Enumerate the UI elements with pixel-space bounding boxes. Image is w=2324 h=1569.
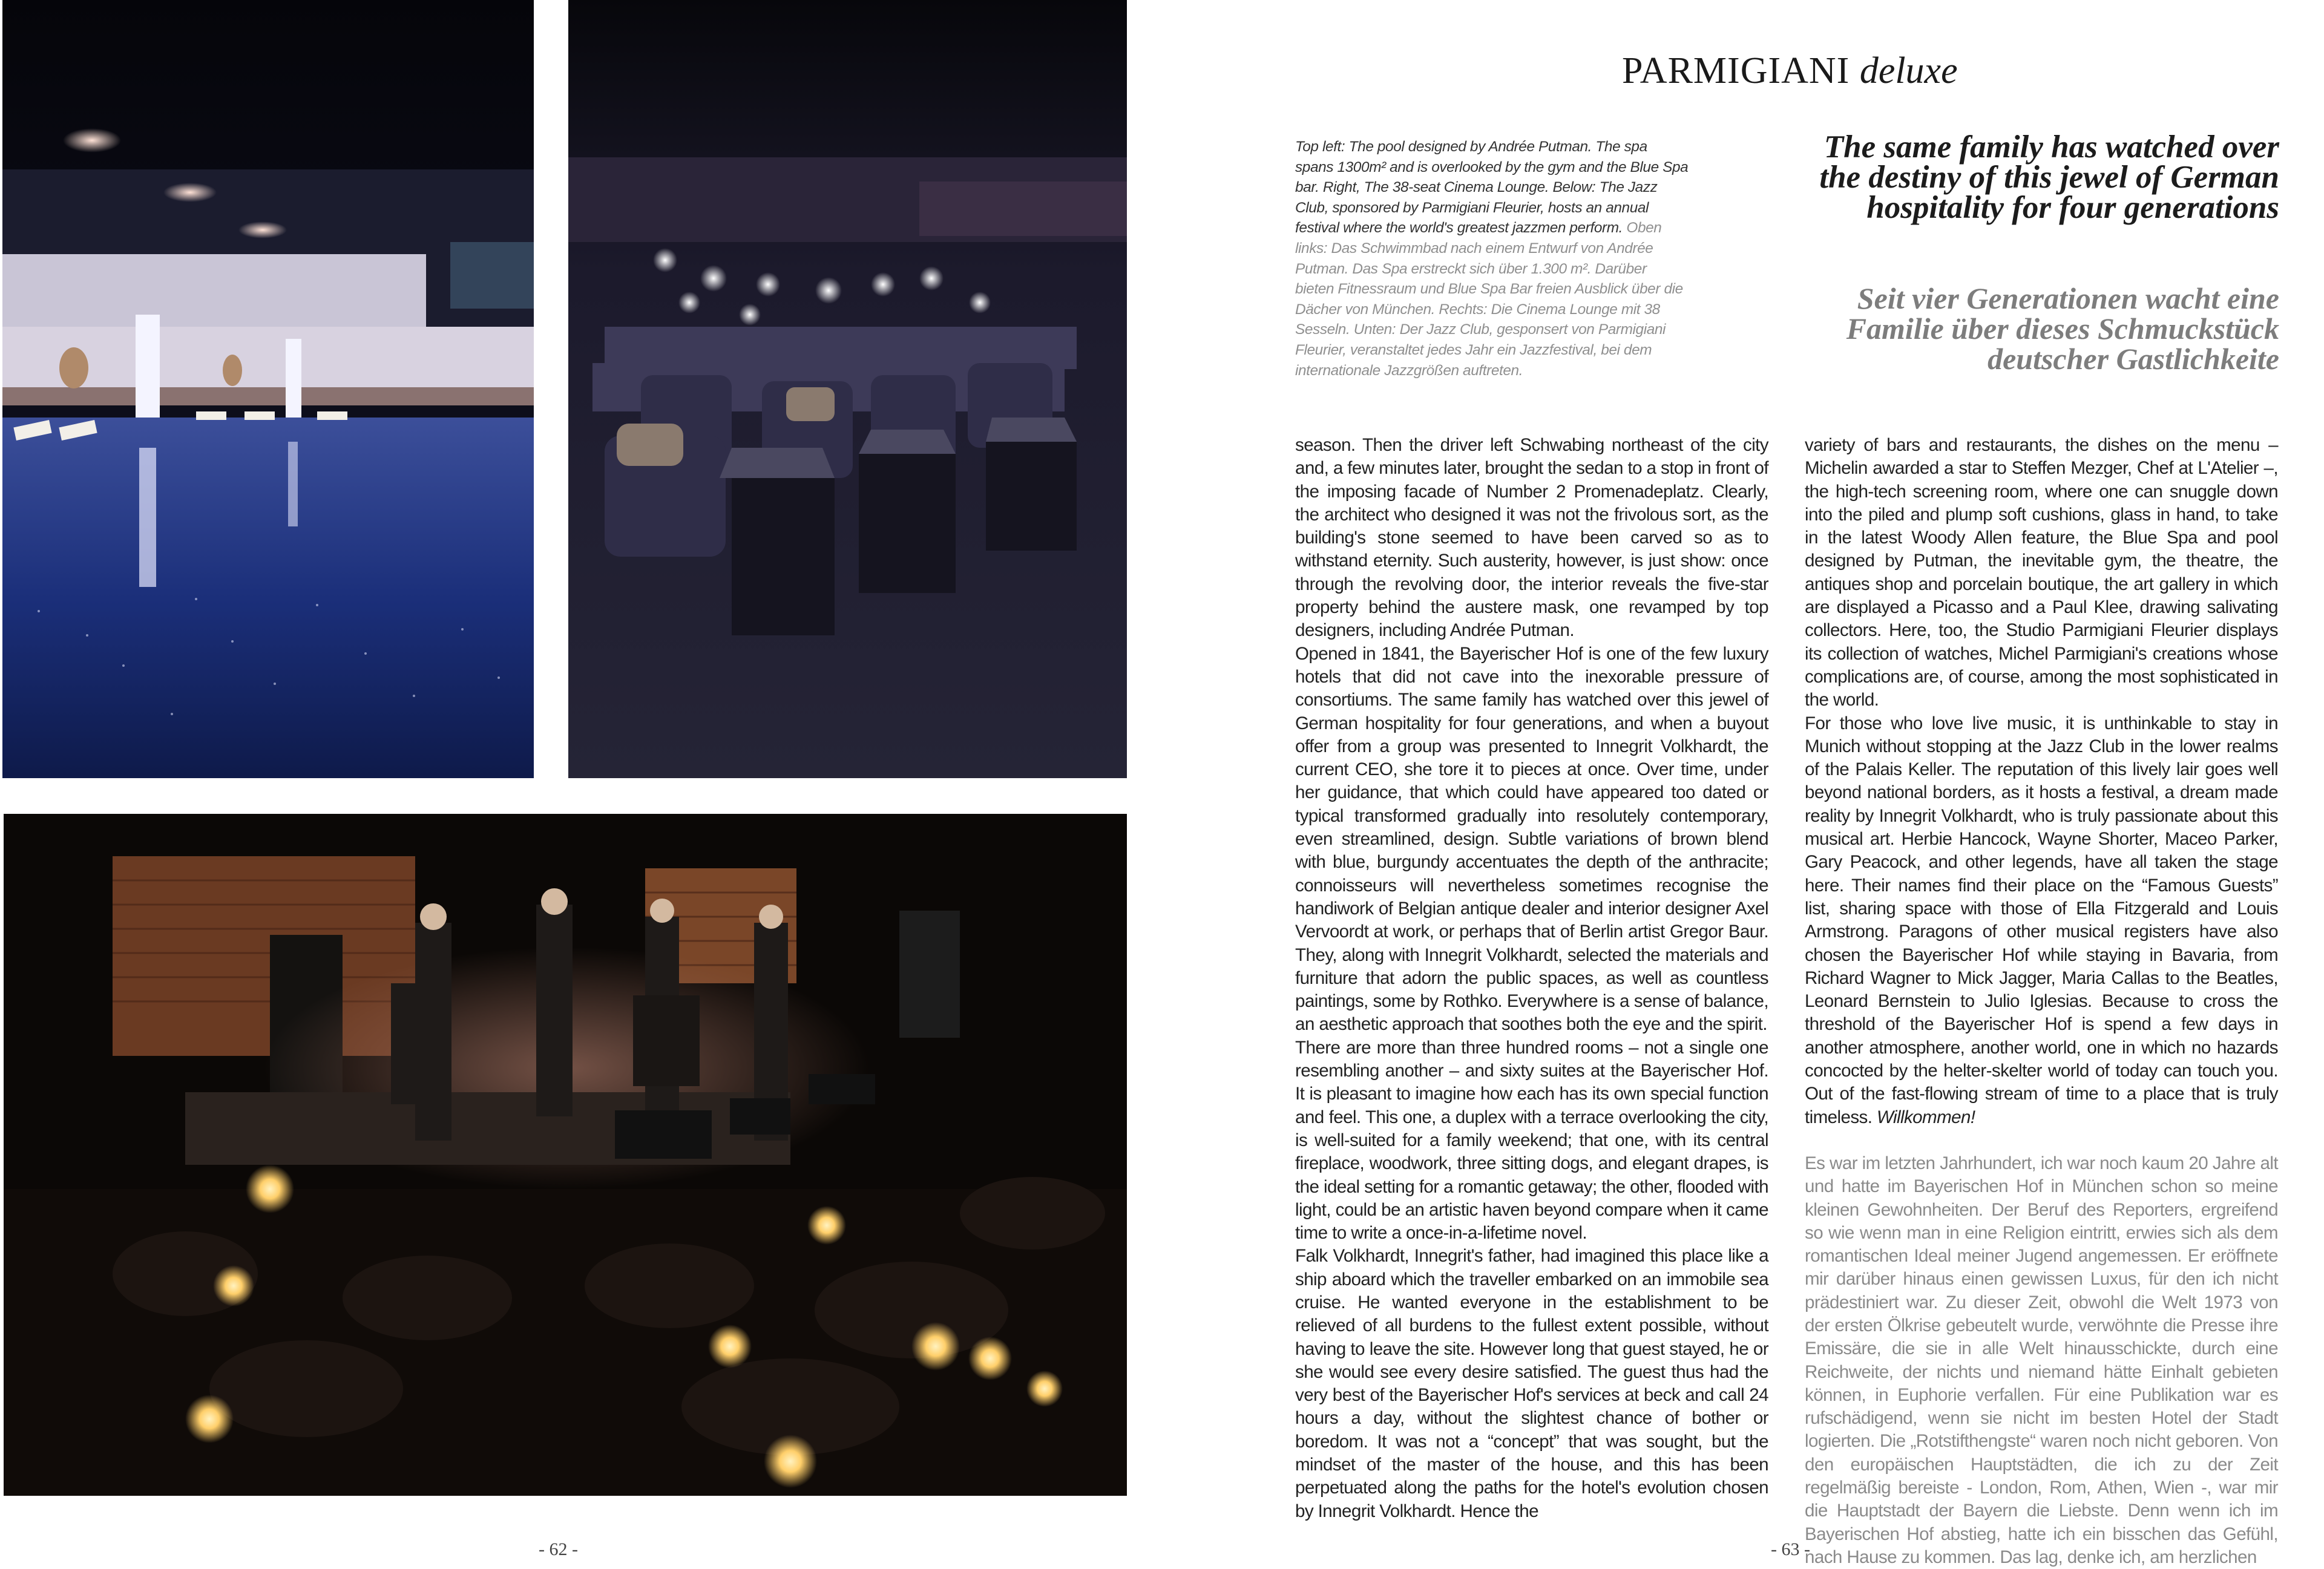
- german-paragraph: Es war im letzten Jahrhundert, ich war noch kaum 20 Jahre alt und hatte im Bayerischen Hof in München schon so meine kleinen Gewohnheiten. Der Beruf des Reporters, ergreifend so wie wenn man in eine Religion eintritt, erwies sich als dem romantischen Ideal meiner Jugend angemessen. Er eröffnete mir darüber hinaus einen gewissen Luxus, für den ich nicht prädestiniert war. Zu dieser Zeit, obwohl die Welt 1973 von der ersten Ölkrise gebeutelt wurde, verwöhnte die Presse ihre Emissäre, die sie in alle Welt hinausschickte, durch eine Reichweite, der nichts und niemand hätte Einhalt gebieten können, in Euphorie verfallen. Für eine Publikation war es rufschädigend, wenn sie nicht im besten Hotel der Stadt logierten. Die „Rotstifthengste“ waren noch nicht geboren. Von den europäischen Hauptstädten, die ich zu der Zeit regelmäßig bereiste - London, Rom, Athen, Wien -, war mir die Hauptstadt der Bayern die Liebste. Denn wenn ich im Bayerischen Hof abstieg, hatte ich ein bisschen das Gefühl, nach Hause zu kommen. Das lag, denke ich, am herzlichen: [1805, 1153, 2278, 1567]
- page-number-right: - 63 -: [1771, 1539, 1810, 1559]
- article-column-left: [1295, 434, 1768, 1521]
- pullquote-german: Seit vier Generationen wacht eine Familie über dieses Schmuckstück deutscher Gastlichkeite: [1846, 281, 2279, 376]
- pullquote-english: The same family has watched over the destiny of this jewel of German hospitality for four generations: [1819, 129, 2279, 225]
- caption-english: Top left: The pool designed by Andrée Putman. The spa spans 1300m² and is overlooked by the gym and the Blue Spa bar. Right, The 38-seat Cinema Lounge. Below: The Jazz Club, sponsored by Parmigiani Fleurier, hosts an annual festival where the world's greatest jazzmen perform.: [1295, 139, 1689, 237]
- photo-caption: [1295, 137, 1689, 381]
- article-paragraph: variety of bars and restaurants, the dishes on the menu – Michelin awarded a star to Steffen Mezger, Chef at L'Atelier –, the high-tech screening room, where one can snuggle down into the piled and plump soft cushions, glass in hand, to take in the latest Woody Allen feature, the Blue Spa and pool designed by Putman, the inevitable gym, the theatre, the antiques shop and porcelain boutique, the art gallery in which are displayed a Picasso and a Paul Klee, drawing salivating collectors. Here, too, the Studio Parmigiani Fleurier displays its collection of watches, Michel Parmigiani's creations whose complications are, of course, among the most sophisticated in the world.: [1805, 435, 2278, 710]
- pool-photo: [2, 0, 534, 778]
- cinema-photo: [568, 0, 1127, 778]
- magazine-header: [1622, 50, 1961, 93]
- article-paragraph: For those who love live music, it is unthinkable to stay in Munich without stopping at the Jazz Club in the lower realms of the Palais Keller. The reputation of this lively lair goes well beyond national borders, as it hosts a festival, a dream made reality by Innegrit Volkhardt, who is truly passionate about this musical art. Herbie Hancock, Wayne Shorter, Maceo Parker, Gary Peacock, and other legends, have all taken the stage here. Their names find their place on the “Famous Guests” list, sharing space with those of Ella Fitzgerald and Louis Armstrong. Paragons of other musical registers have also chosen the Bayerischer Hof while staying in Bavaria, from Richard Wagner to Mick Jagger, Maria Callas to the Beatles, Leonard Bernstein to Julio Iglesias. Because to cross the threshold of the Bayerischer Hof is spend a few days in another atmosphere, another world, one in which no hazards concocted by the helter-skelter world of today can touch you. Out of the fast-flowing stream of time to a place that is truly timeless.: [1805, 713, 2278, 1127]
- header-brand: PARMIGIANI: [1622, 50, 1850, 91]
- article-column-right: [1805, 434, 2278, 1567]
- page-number-left: - 62 -: [539, 1539, 578, 1559]
- jazz-club-photo: [4, 814, 1127, 1496]
- caption-german: Oben links: Das Schwimmbad nach einem Entwurf von Andrée Putman. Das Spa erstreckt sich über 1.300 m². Darüber bieten Fitnessraum und Blue Spa Bar freien Ausblick über die Dächer von München. Rechts: Die Cinema Lounge mit 38 Sesseln. Unten: Der Jazz Club, gesponsert von Parmigiani Fleurier, veranstaltet jedes Jahr ein Jazzfestival, bei dem internationale Jazzgrößen auftreten.: [1295, 220, 1683, 379]
- article-paragraph-with-welcome: [1805, 712, 2278, 1129]
- article-paragraph: season. Then the driver left Schwabing northeast of the city and, a few minutes later, brought the sedan to a stop in front of the imposing facade of Number 2 Promenadeplatz. Clearly, the architect who designed it was not the frivolous sort, as the building's stone seemed to have been carved so as to withstand eternity. Such austerity, however, is just show: once through the revolving door, the interior reveals the five-star property behind the austere mask, one revamped by top designers, including Andrée Putman.: [1295, 435, 1768, 641]
- welcome-word: Willkommen!: [1876, 1107, 1975, 1127]
- article-paragraph: Falk Volkhardt, Innegrit's father, had imagined this place like a ship aboard which the traveller embarked on an immobile sea cruise. He wanted everyone in the establishment to be relieved of all burdens to the fullest extent possible, without having to leave the site. However long that guest stayed, he or she would see every desire satisfied. The guest thus had the very best of the Bayerischer Hof's services at beck and call 24 hours a day, without the slightest chance of bother or boredom. It was not a “concept” that was sought, but the mindset of the master of the house, and this has been perpetuated along the paths for the hotel's evolution chosen by Innegrit Volkhardt. Hence the: [1295, 1246, 1768, 1521]
- article-paragraph: There are more than three hundred rooms – not a single one resembling another – and sixty suites at the Bayerischer Hof. It is pleasant to imagine how each has its own special function and feel. This one, a duplex with a terrace overlooking the city, is well-suited for a family weekend; that one, with its central fireplace, woodwork, three sitting dogs, and elegant drapes, is the ideal setting for a romantic getaway; the other, flooded with light, could be an artistic haven beyond compare when it came time to write a once-in-a-lifetime novel.: [1295, 1037, 1768, 1243]
- header-suffix: deluxe: [1859, 50, 1958, 91]
- article-paragraph: Opened in 1841, the Bayerischer Hof is one of the few luxury hotels that did not cave into the inexorable pressure of consortiums. The same family has watched over this jewel of German hospitality for four generations, and when a buyout offer from a group was presented to Innegrit Volkhardt, the current CEO, she tore it to pieces at once. Over time, under her guidance, that which could have appeared too dated or typical transformed gradually into resolutely contemporary, even streamlined, design. Subtle variations of brown blend with blue, burgundy accentuates the depth of the anthracite; connoisseurs will nevertheless sometimes recognise the handiwork of Belgian antique dealer and interior designer Axel Vervoordt at work, or perhaps that of Berlin artist Gregor Baur. They, along with Innegrit Volkhardt, selected the materials and furniture that adorn the public spaces, as well as countless paintings, some by Rothko. Everywhere is a sense of balance, an aesthetic approach that soothes both the eye and the spirit.: [1295, 643, 1768, 1035]
